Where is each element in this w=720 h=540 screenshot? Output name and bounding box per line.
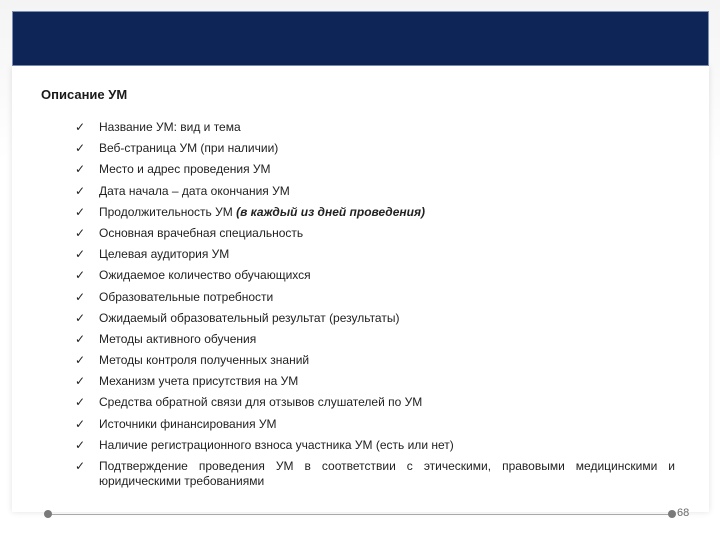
check-icon: ✓ xyxy=(75,459,86,473)
list-item xyxy=(75,141,675,156)
list-item-main-text: Продолжительность УМ xyxy=(99,204,237,219)
checklist xyxy=(75,120,675,495)
check-icon: ✓ xyxy=(75,395,86,410)
footer-dot-right xyxy=(668,510,676,518)
list-item-text: Основная врачебная специальность xyxy=(99,225,304,240)
list-item-text: Средства обратной связи для отзывов слушателей по УМ xyxy=(99,395,423,410)
list-item xyxy=(75,374,675,389)
list-item xyxy=(75,268,675,283)
list-item xyxy=(75,353,675,368)
list-item xyxy=(75,290,675,305)
check-icon: ✓ xyxy=(75,120,86,134)
check-icon: ✓ xyxy=(75,247,86,262)
list-item-text: Место и адрес проведения УМ xyxy=(99,162,271,177)
list-item xyxy=(75,311,675,326)
list-item-text: Подтверждение проведения УМ в соответствии с этическими, правовыми медицинскими и юридическими требованиями xyxy=(99,459,675,488)
list-item-text: Методы контроля полученных знаний xyxy=(99,353,310,368)
list-item xyxy=(75,417,675,432)
check-icon: ✓ xyxy=(75,141,86,156)
check-icon: ✓ xyxy=(75,416,86,431)
list-item-text: Ожидаемое количество обучающихся xyxy=(99,268,311,283)
check-icon: ✓ xyxy=(75,204,86,219)
check-icon: ✓ xyxy=(75,162,86,177)
list-item xyxy=(75,459,675,489)
list-item xyxy=(75,226,675,241)
section-title: Описание УМ xyxy=(41,87,128,102)
list-item xyxy=(75,438,675,453)
list-item-text: Дата начала – дата окончания УМ xyxy=(99,183,290,198)
list-item-text: Методы активного обучения xyxy=(99,331,257,346)
check-icon: ✓ xyxy=(75,225,86,240)
check-icon: ✓ xyxy=(75,310,86,325)
list-item xyxy=(75,162,675,177)
list-item xyxy=(75,184,675,199)
list-item-text: Наличие регистрационного взноса участника УМ (есть или нет) xyxy=(99,437,454,452)
list-item-text: Источники финансирования УМ xyxy=(99,416,277,431)
list-item-text xyxy=(99,205,675,220)
footer-dot-left xyxy=(44,510,52,518)
list-item-text: Веб-страница УМ (при наличии) xyxy=(99,141,279,156)
list-item xyxy=(75,205,675,220)
page-number: 68 xyxy=(677,507,690,519)
footer-divider xyxy=(48,514,672,515)
check-icon: ✓ xyxy=(75,183,86,198)
list-item xyxy=(75,395,675,410)
check-icon: ✓ xyxy=(75,437,86,452)
header-bar xyxy=(12,11,709,66)
check-icon: ✓ xyxy=(75,353,86,368)
list-item-note: (в каждый из дней проведения) xyxy=(236,204,426,219)
check-icon: ✓ xyxy=(75,331,86,346)
check-icon: ✓ xyxy=(75,268,86,283)
list-item-text: Название УМ: вид и тема xyxy=(99,120,241,134)
list-item-text: Целевая аудитория УМ xyxy=(99,247,230,262)
check-icon: ✓ xyxy=(75,374,86,389)
list-item xyxy=(75,120,675,135)
list-item xyxy=(75,332,675,347)
list-item xyxy=(75,247,675,262)
list-item-text: Ожидаемый образовательный результат (результаты) xyxy=(99,310,400,325)
check-icon: ✓ xyxy=(75,289,86,304)
list-item-text: Образовательные потребности xyxy=(99,289,274,304)
list-item-text: Механизм учета присутствия на УМ xyxy=(99,374,299,389)
